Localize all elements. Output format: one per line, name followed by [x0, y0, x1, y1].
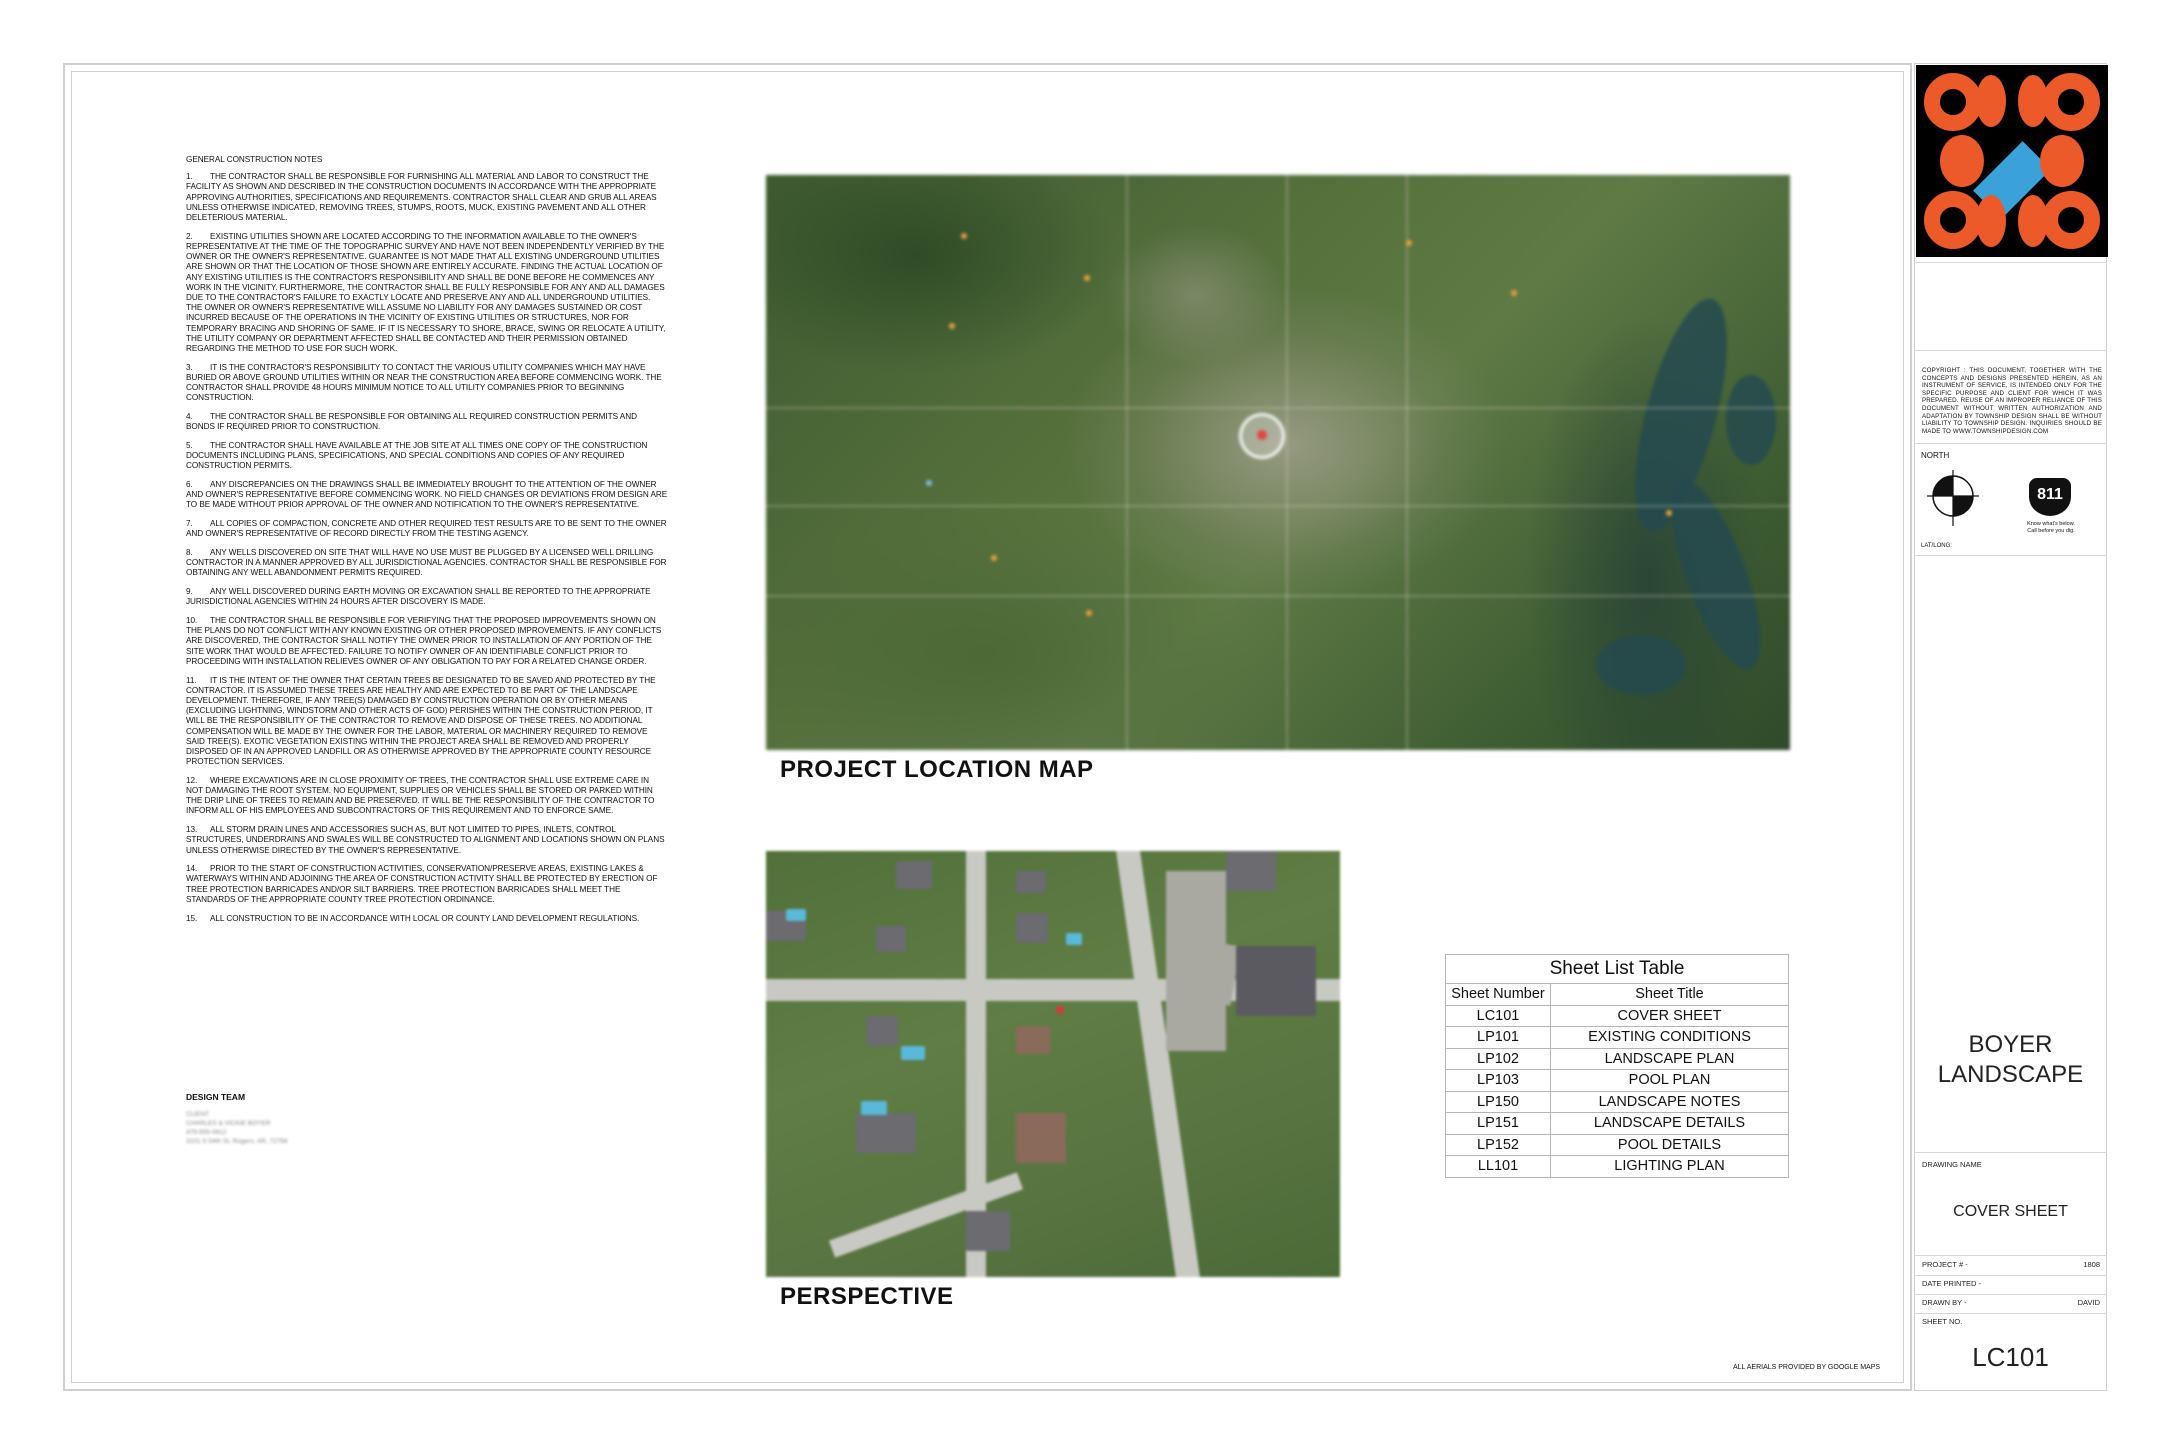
copyright-notice: COPYRIGHT : THIS DOCUMENT, TOGETHER WITH THE CONCEPTS AND DESIGNS PRESENTED HEREIN, AS AN INSTRUMENT OF SERVICE, IS INTENDED ONLY FOR THE SPECIFIC PURPOSE AND CLIENT FOR WHICH IT WAS PREPARED. REUSE OF AN IMPROPER RELIANCE OF THIS DOCUMENT WITHOUT WRITTEN AUTHORIZATION AND ADAPTATION BY TOWNSHIP DESIGN SHALL BE WITHOUT LIABILITY TO TOWNSHIP DESIGN. INQUIRIES SHOULD BE MADE TO WWW.TOWNSHIPDESIGN.COM — [1922, 367, 2102, 435]
sheet-number-cell: LP151 — [1446, 1113, 1551, 1135]
notes-title: GENERAL CONSTRUCTION NOTES — [186, 155, 323, 164]
note-number: 12. — [186, 775, 198, 785]
design-team-line: 479-555-0812 — [186, 1129, 227, 1136]
note-item — [186, 825, 668, 856]
map-caption: PROJECT LOCATION MAP — [780, 756, 1094, 783]
sheet-number-cell: LL101 — [1446, 1156, 1551, 1178]
note-item — [186, 676, 668, 768]
note-text: ANY WELLS DISCOVERED ON SITE THAT WILL HAVE NO USE MUST BE PLUGGED BY A LICENSED WELL DRILLING CONTRACTOR IN A MANNER APPROVED BY ALL JURISDICTIONAL AGENCIES. CONTRACTOR SHALL BE RESPONSIBLE FOR OBTAINING ANY WELL ABANDONMENT PERMITS REQUIRED. — [186, 548, 667, 578]
table-row — [1446, 1048, 1789, 1070]
north-arrow-icon — [1925, 468, 1981, 528]
north-label: NORTH — [1921, 451, 1950, 460]
project-location-map-image — [766, 175, 1790, 750]
design-team-line: CHARLES & VICKIE BOYER — [186, 1120, 271, 1127]
note-item — [186, 587, 668, 607]
notes-list — [186, 172, 668, 924]
call-811-text — [2016, 521, 2086, 535]
date-printed-label: DATE PRINTED - — [1922, 1279, 1982, 1288]
sheet-title-cell: LANDSCAPE PLAN — [1551, 1048, 1789, 1070]
sheet-list-table — [1445, 954, 1789, 1178]
table-row — [1446, 1070, 1789, 1092]
sheet-title-cell: LANDSCAPE DETAILS — [1551, 1113, 1789, 1135]
note-number: 1. — [186, 172, 193, 182]
column-header-sheet-title: Sheet Title — [1551, 984, 1789, 1006]
note-text: WHERE EXCAVATIONS ARE IN CLOSE PROXIMITY OF TREES, THE CONTRACTOR SHALL USE EXTREME CARE IN NOT DAMAGING THE ROOT SYSTEM. NO EQUIPMENT, SUPPLIES OR VEHICLES SHALL BE STORED OR PARKED WITHIN THE DRIP LINE OF TREES TO REMAIN AND BE PRESERVED. IT WILL BE THE RESPONSIBILITY OF THE CONTRACTOR TO INFORM ALL OF HIS EMPLOYEES AND SUBCONTRACTORS OF THIS REQUIREMENT AND TO ENFORCE SAME. — [186, 775, 655, 816]
note-number: 3. — [186, 362, 193, 372]
note-number: 10. — [186, 616, 198, 626]
table-row — [1446, 1091, 1789, 1113]
sheet-number-cell: LP102 — [1446, 1048, 1551, 1070]
project-name — [1914, 1030, 2107, 1090]
note-item — [186, 548, 668, 579]
note-text: ALL STORM DRAIN LINES AND ACCESSORIES SUCH AS, BUT NOT LIMITED TO PIPES, INLETS, CONTROL STRUCTURES, UNDERDRAINS AND SWALES WILL BE CONSTRUCTED TO ALIGNMENT AND LOCATIONS SHOWN ON PLANS UNLESS OTHERWISE DIRECTED BY THE OWNER'S REPRESENTATIVE. — [186, 825, 665, 855]
title-block-divider — [1914, 443, 2107, 444]
note-number: 4. — [186, 411, 193, 421]
title-block-divider — [1914, 1313, 2107, 1314]
note-item — [186, 363, 668, 404]
sheet-title-cell: POOL DETAILS — [1551, 1134, 1789, 1156]
note-item — [186, 172, 668, 223]
note-item — [186, 519, 668, 539]
note-number: 13. — [186, 825, 198, 835]
note-text: THE CONTRACTOR SHALL BE RESPONSIBLE FOR OBTAINING ALL REQUIRED CONSTRUCTION PERMITS AND BONDS IF REQUIRED PRIOR TO CONSTRUCTION. — [186, 411, 637, 432]
sheet-number-cell: LP150 — [1446, 1091, 1551, 1113]
note-number: 2. — [186, 231, 193, 241]
township-design-logo — [1916, 65, 2108, 257]
table-row — [1446, 1005, 1789, 1027]
note-number: 5. — [186, 440, 193, 450]
note-text: IT IS THE INTENT OF THE OWNER THAT CERTAIN TREES BE DESIGNATED TO BE SAVED AND PROTECTED BY THE CONTRACTOR. IT IS ASSUMED THESE TREES ARE HEALTHY AND ARE EXPECTED TO BE PART OF THE LANDSCAPE DEVELOPMENT. THEREFORE, IF ANY TREE(S) DAMAGED BY CONSTRUCTION OPERATION OR BY OTHER MEANS (EXCLUDING LIGHTNING, WINDSTORM AND OTHER ACTS OF GOD) PERISHES WITHIN THE CONSTRUCTION PERIOD, IT WILL BE THE RESPONSIBILITY OF THE CONTRACTOR TO REMOVE AND DISPOSE OF THESE TREES. NO ADDITIONAL COMPENSATION WILL BE MADE BY THE OWNER FOR THE LABOR, MATERIAL OR MACHINERY REQUIRED TO REMOVE SAID TREE(S). EXOTIC VEGETATION EXISTING WITHIN THE PROJECT AREA SHALL BE REMOVED AND PROPERLY DISPOSED OF IN AN APPROVED LANDFILL OR AS OTHERWISE APPROVED BY THE APPROPRIATE COUNTY RESOURCE PROTECTION SERVICES. — [186, 675, 656, 767]
note-item — [186, 864, 668, 905]
design-team-title: DESIGN TEAM — [186, 1092, 246, 1102]
note-text: ANY WELL DISCOVERED DURING EARTH MOVING OR EXCAVATION SHALL BE REPORTED TO THE APPROPRIATE JURISDICTIONAL AGENCIES WITHIN 24 HOURS AFTER DISCOVERY IS MADE. — [186, 587, 651, 607]
table-row — [1446, 1027, 1789, 1049]
note-number: 14. — [186, 864, 198, 874]
title-block-divider — [1914, 1255, 2107, 1256]
general-construction-notes — [186, 155, 668, 932]
note-item — [186, 232, 668, 354]
sheet-title-cell: POOL PLAN — [1551, 1070, 1789, 1092]
table-row — [1446, 1113, 1789, 1135]
note-item — [186, 776, 668, 817]
note-text: THE CONTRACTOR SHALL HAVE AVAILABLE AT THE JOB SITE AT ALL TIMES ONE COPY OF THE CONSTRUCTION DOCUMENTS INCLUDING PLANS, SPECIFICATIONS, AND SPECIAL CONDITIONS AND COPIES OF ANY REQUIRED CONSTRUCTION PERMITS. — [186, 440, 648, 471]
project-location-marker — [1239, 413, 1285, 459]
table-row — [1446, 1156, 1789, 1178]
note-text: THE CONTRACTOR SHALL BE RESPONSIBLE FOR FURNISHING ALL MATERIAL AND LABOR TO CONSTRUCT THE FACILITY AS SHOWN AND DESCRIBED IN THE CONSTRUCTION DOCUMENTS IN ACCORDANCE WITH THE APPROPRIATE APPROVING AUTHORITIES, SPECIFICATIONS AND REQUIREMENTS. CONTRACTOR SHALL CLEAR AND GRUB ALL AREAS UNLESS OTHERWISE INDICATED, REMOVING TREES, STUMPS, ROOTS, MUCK, EXISTING PAVEMENT AND ALL OTHER DELETERIOUS MATERIAL. — [186, 172, 657, 223]
note-item — [186, 914, 668, 924]
project-name-line-1: BOYER — [1968, 1031, 2053, 1058]
design-team-line: CLIENT — [186, 1111, 210, 1118]
title-block-divider — [1914, 1275, 2107, 1276]
note-text: PRIOR TO THE START OF CONSTRUCTION ACTIVITIES, CONSERVATION/PRESERVE AREAS, EXISTING LAKES & WATERWAYS WITHIN AND ADJOINING THE AREA OF CONSTRUCTION ACTIVITY SHALL BE PROTECTED BY ERECTION OF TREE PROTECTION BARRICADES AND/OR SILT BARRIERS. TREE PROTECTION BARRICADES SHALL MEET THE STANDARDS OF THE APPROPRIATE COUNTY TREE PROTECTION ORDINANCE. — [186, 864, 658, 904]
site-marker — [1056, 1006, 1064, 1014]
note-number: 7. — [186, 519, 193, 529]
drawing-name-label: DRAWING NAME — [1922, 1160, 1982, 1169]
note-text: ANY DISCREPANCIES ON THE DRAWINGS SHALL BE IMMEDIATELY BROUGHT TO THE ATTENTION OF THE OWNER AND OWNER'S REPRESENTATIVE BEFORE COMMENCING WORK. NO FIELD CHANGES OR DEVIATIONS FROM DESIGN ARE TO BE MADE WITHOUT PRIOR APPROVAL OF THE OWNER AND NOTIFICATION TO THE OWNER'S REPRESENTATIVE. — [186, 479, 668, 510]
know-line-2: Call before you dig. — [2027, 528, 2075, 534]
table-row — [1446, 1134, 1789, 1156]
drawn-by: DAVID — [2077, 1298, 2100, 1307]
note-number: 8. — [186, 548, 193, 557]
note-text: IT IS THE CONTRACTOR'S RESPONSIBILITY TO CONTACT THE VARIOUS UTILITY COMPANIES WHICH MAY HAVE BURIED OR ABOVE GROUND UTILITIES WITHIN OR NEAR THE CONSTRUCTION AREA BEFORE COMMENCING WORK. THE CONTRACTOR SHALL PROVIDE 48 HOURS MINIMUM NOTICE TO ALL UTILITY COMPANIES PRIOR TO BEGINNING CONSTRUCTION. — [186, 362, 662, 403]
design-team — [186, 1092, 366, 1146]
design-team-line: 3101 S 54th St, Rogers, AR, 72758 — [186, 1138, 288, 1145]
note-text: THE CONTRACTOR SHALL BE RESPONSIBLE FOR VERIFYING THAT THE PROPOSED IMPROVEMENTS SHOWN ON THE PLANS DO NOT CONFLICT WITH ANY KNOWN EXISTING OR OTHER PROPOSED IMPROVEMENTS. IF ANY CONFLICTS ARE DISCOVERED, THE CONTRACTOR SHALL NOTIFY THE OWNER PRIOR TO INSTALLATION OF ANY PORTION OF THE SITE WORK THAT WOULD BE AFFECTED. FAILURE TO NOTIFY OWNER OF AN IDENTIFIABLE CONFLICT PRIOR TO PROCEEDING WITH INSTALLATION RELIEVES OWNER OF ANY OBLIGATION TO PAY FOR A RELATED CHANGE ORDER. — [186, 616, 662, 666]
sheet-title-cell: LIGHTING PLAN — [1551, 1156, 1789, 1178]
aerial-credit: ALL AERIALS PROVIDED BY GOOGLE MAPS — [1733, 1364, 1881, 1371]
sheet-number: LC101 — [1972, 1342, 2049, 1372]
title-block-divider — [1914, 555, 2107, 556]
note-number: 11. — [186, 675, 197, 685]
project-name-line-2: LANDSCAPE — [1937, 1061, 2084, 1088]
title-block-divider — [1914, 1294, 2107, 1295]
sheet-list-title: Sheet List Table — [1446, 955, 1789, 984]
perspective-caption: PERSPECTIVE — [780, 1283, 954, 1310]
note-text: EXISTING UTILITIES SHOWN ARE LOCATED ACCORDING TO THE INFORMATION AVAILABLE TO THE OWNER'S REPRESENTATIVE AT THE TIME OF THE TOPOGRAPHIC SURVEY AND HAVE NOT BEEN INDEPENDENTLY VERIFIED BY THE OWNER OR THE OWNER'S REPRESENTATIVE. GUARANTEE IS NOT MADE THAT ALL EXISTING UNDERGROUND UTILITIES ARE SHOWN OR THAT THE LOCATION OF THOSE SHOWN ARE ENTIRELY ACCURATE. FINDING THE ACTUAL LOCATION OF ANY EXISTING UTILITIES IS THE CONTRACTOR'S RESPONSIBILITY AND SHALL BE DONE BEFORE HE COMMENCES ANY WORK IN THE VICINITY. FURTHERMORE, THE CONTRACTOR SHALL BE FULLY RESPONSIBLE FOR ANY AND ALL DAMAGES DUE TO THE CONTRACTOR'S FAILURE TO EXACTLY LOCATE AND PRESERVE ANY AND ALL UNDERGROUND UTILITIES. THE OWNER OR OWNER'S REPRESENTATIVE WILL ASSUME NO LIABILITY FOR ANY DAMAGES SUSTAINED OR COST INCURRED BECAUSE OF THE OPERATIONS IN THE VICINITY OF EXISTING UTILITIES OR STRUCTURES, NOR FOR TEMPORARY BRACING AND SHORING OF SAME. IF IT IS NECESSARY TO SHORE, BRACE, SWING OR RELOCATE A UTILITY, THE UTILITY COMPANY OR DEPARTMENT AFFECTED SHALL BE CONTACTED AND THEIR PERMISSION OBTAINED REGARDING THE METHOD TO USE FOR SUCH WORK. — [186, 231, 666, 353]
note-item — [186, 441, 668, 472]
know-line-1: Know what's below. — [2027, 521, 2075, 527]
title-block-divider — [1914, 1152, 2107, 1153]
drawing-name: COVER SHEET — [1953, 1203, 2068, 1220]
note-item — [186, 480, 668, 511]
note-number: 6. — [186, 479, 193, 489]
note-text: ALL COPIES OF COMPACTION, CONCRETE AND OTHER REQUIRED TEST RESULTS ARE TO BE SENT TO THE OWNER AND OWNER'S REPRESENTATIVE OF RECORD DIRECTLY FROM THE TESTING AGENCY. — [186, 519, 667, 539]
sheet-title-cell: COVER SHEET — [1551, 1005, 1789, 1027]
note-number: 15. — [186, 913, 198, 923]
sheet-number-label: SHEET NO. — [1922, 1317, 1963, 1326]
project-number-label: PROJECT # - — [1922, 1260, 1968, 1269]
column-header-sheet-number: Sheet Number — [1446, 984, 1551, 1006]
note-item — [186, 616, 668, 667]
latlong-label: LAT/LONG: — [1921, 543, 1952, 549]
sheet-title-cell: LANDSCAPE NOTES — [1551, 1091, 1789, 1113]
title-block-divider — [1914, 350, 2107, 351]
note-text: ALL CONSTRUCTION TO BE IN ACCORDANCE WITH LOCAL OR COUNTY LAND DEVELOPMENT REGULATIONS. — [210, 913, 640, 923]
project-number: 1808 — [2083, 1260, 2100, 1269]
sheet-number-cell: LC101 — [1446, 1005, 1551, 1027]
drawn-by-label: DRAWN BY - — [1922, 1298, 1967, 1307]
title-block-divider — [1914, 262, 2107, 263]
note-number: 9. — [186, 587, 193, 597]
perspective-aerial-image — [766, 851, 1340, 1277]
sheet-number-cell: LP152 — [1446, 1134, 1551, 1156]
note-item — [186, 412, 668, 432]
call-811-icon: 811 — [2029, 478, 2071, 516]
sheet-number-cell: LP101 — [1446, 1027, 1551, 1049]
sheet-title-cell: EXISTING CONDITIONS — [1551, 1027, 1789, 1049]
sheet-number-cell: LP103 — [1446, 1070, 1551, 1092]
